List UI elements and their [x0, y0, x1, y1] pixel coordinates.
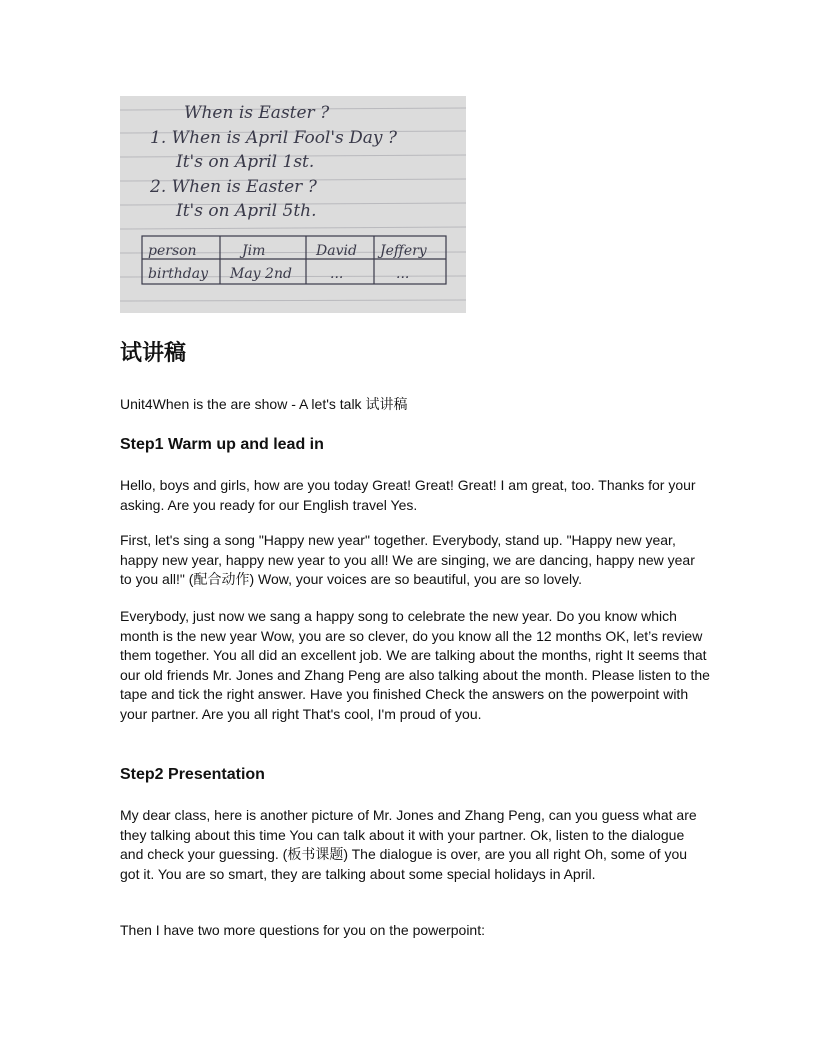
- table-cell: May 2nd: [230, 266, 292, 282]
- handwritten-line: It's on April 1st.: [176, 152, 315, 172]
- table-header-cell: David: [316, 243, 357, 259]
- handwritten-line: 2. When is Easter ?: [150, 177, 317, 197]
- table-cell: ...: [396, 266, 410, 282]
- handwritten-line: 1. When is April Fool's Day ?: [150, 128, 398, 148]
- table-header-cell: person: [148, 243, 197, 259]
- section-heading: Step1 Warm up and lead in: [120, 436, 324, 453]
- table-cell: birthday: [148, 266, 208, 282]
- paragraph: Then I have two more questions for you on the powerpoint:: [120, 922, 485, 938]
- table-cell: ...: [330, 266, 344, 282]
- handwritten-line: It's on April 5th.: [176, 201, 317, 221]
- notebook-photo: [120, 96, 466, 313]
- document-subtitle: Unit4When is the are show - A let's talk 试讲稿: [120, 396, 408, 412]
- paragraph: Everybody, just now we sang a happy song to celebrate the new year. Do you know which month is the new year Wow, you are so clever, do you know all the 12 months OK, let’s review them together. You all did an excellent job. We are talking about the months, right It seems that our old friends Mr. Jones and Zhang Peng are also talking about the month. Please listen to the tape and tick the right answer. Have you finished Check the answers on the powerpoint with your partner. Are you all right That's cool, I'm proud of you.: [120, 608, 710, 722]
- paragraph: My dear class, here is another picture of Mr. Jones and Zhang Peng, can you guess what are they talking about this time You can talk about it with your partner. Ok, listen to the dialogue and check your guessing. (板书课题) The dialogue is over, are you all right Oh, some of you got it. You are so smart, they are talking about some special holidays in April.: [120, 807, 697, 882]
- table-header-cell: Jim: [242, 243, 266, 259]
- paragraph: Hello, boys and girls, how are you today Great! Great! Great! I am great, too. Thanks for your asking. Are you ready for our English travel Yes.: [120, 477, 696, 513]
- document-title: 试讲稿: [120, 340, 187, 366]
- paragraph: First, let's sing a song "Happy new year" together. Everybody, stand up. "Happy new year, happy new year, happy new year to you all! We are singing, we are dancing, happy new year to you all!" (配合动作) Wow, your voices are so beautiful, you are so lovely.: [120, 532, 695, 588]
- handwritten-line: When is Easter ?: [184, 103, 330, 123]
- table-header-cell: Jeffery: [380, 243, 427, 259]
- section-heading: Step2 Presentation: [120, 766, 265, 783]
- notebook-photo-svg: [120, 96, 466, 313]
